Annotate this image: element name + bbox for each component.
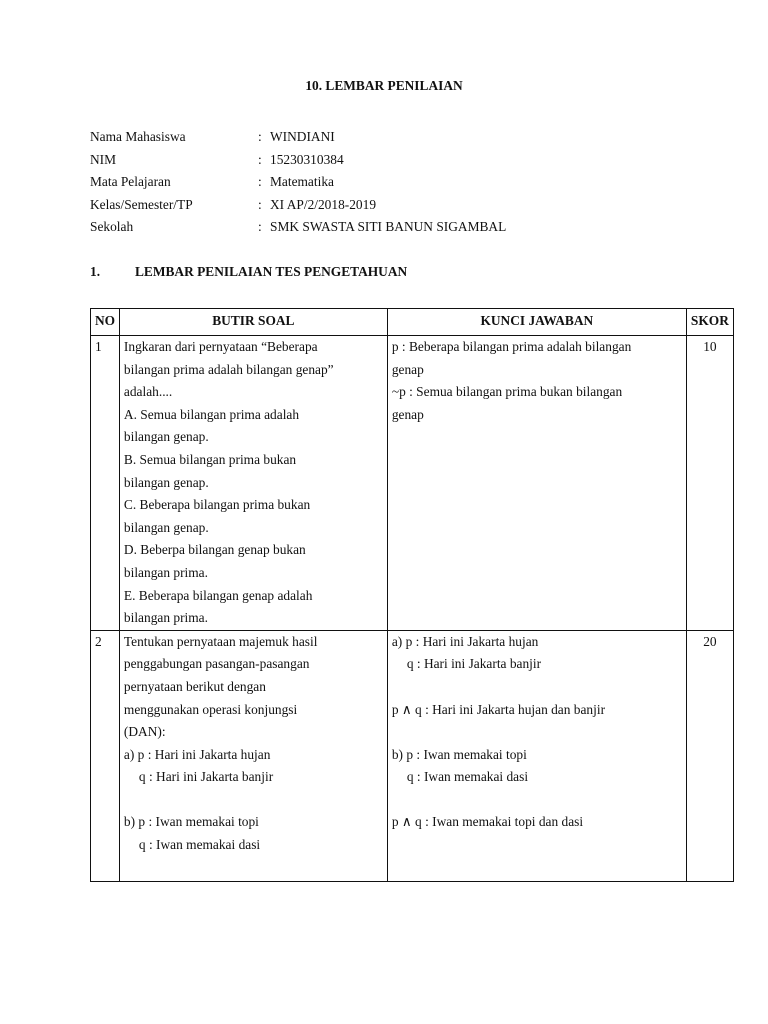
soal-line: C. Beberapa bilangan prima bukan [123, 497, 311, 513]
assessment-table [90, 308, 734, 882]
kunci-line [392, 721, 682, 744]
info-label: Nama Mahasiswa [90, 129, 186, 144]
soal-line [124, 789, 383, 812]
kunci-line: b) p : Iwan memakai topi [391, 746, 527, 762]
kunci-line: q : Iwan memakai dasi [406, 769, 529, 785]
soal-line: bilangan prima. [123, 564, 208, 580]
info-colon: : [258, 219, 262, 235]
soal-line: bilangan genap. [123, 474, 209, 490]
section-number: 1. [90, 264, 101, 279]
kunci-line: p ∧ q : Hari ini Jakarta hujan dan banjir [391, 701, 606, 717]
info-value: Matematika [270, 174, 334, 190]
info-row-name [90, 128, 506, 151]
info-row-subject [90, 173, 506, 196]
info-label: NIM [90, 151, 117, 167]
info-colon: : [258, 196, 262, 212]
header-no: NO [91, 309, 120, 336]
info-colon: : [258, 129, 262, 144]
soal-line: (DAN): [123, 724, 166, 740]
soal-line: Tentukan pernyataan majemuk hasil [123, 633, 318, 649]
soal-line: adalah.... [123, 384, 173, 400]
kunci-line [392, 676, 682, 699]
page-title: 10. LEMBAR PENILAIAN [305, 78, 463, 93]
cell-no: 2 [91, 630, 120, 881]
student-info [90, 128, 506, 241]
cell-soal [119, 630, 387, 881]
info-label: Kelas/Semester/TP [90, 196, 193, 212]
soal-line: penggabungan pasangan-pasangan [123, 656, 310, 672]
header-kunci: KUNCI JAWABAN [387, 309, 686, 336]
kunci-line: p : Beberapa bilangan prima adalah bilangan [391, 339, 632, 354]
soal-line: bilangan prima adalah bilangan genap” [123, 361, 334, 377]
info-colon: : [258, 151, 262, 167]
kunci-line: genap [391, 361, 424, 377]
cell-skor: 20 [686, 630, 733, 881]
info-value: WINDIANI [270, 129, 335, 144]
kunci-line: a) p : Hari ini Jakarta hujan [391, 633, 539, 649]
section-heading [90, 264, 407, 280]
info-row-school [90, 218, 506, 241]
info-row-nim [90, 151, 506, 174]
kunci-line: q : Hari ini Jakarta banjir [406, 656, 542, 672]
soal-line: pernyataan berikut dengan [123, 678, 266, 694]
info-row-class [90, 196, 506, 219]
soal-line: B. Semua bilangan prima bukan [123, 451, 297, 467]
table-header-row [91, 309, 734, 336]
kunci-line: p ∧ q : Iwan memakai topi dan dasi [391, 814, 584, 830]
soal-line: A. Semua bilangan prima adalah [123, 406, 300, 422]
cell-skor: 10 [686, 336, 733, 631]
cell-soal [119, 336, 387, 631]
header-soal: BUTIR SOAL [119, 309, 387, 336]
soal-line: b) p : Iwan memakai topi [123, 814, 259, 830]
soal-line: D. Beberpa bilangan genap bukan [123, 542, 306, 558]
kunci-line: ~p : Semua bilangan prima bukan bilangan [391, 384, 623, 400]
info-label: Sekolah [90, 219, 134, 235]
info-value: SMK SWASTA SITI BANUN SIGAMBAL [270, 219, 507, 235]
soal-line: bilangan prima. [123, 610, 208, 626]
table-row [91, 336, 734, 631]
section-title: LEMBAR PENILAIAN TES PENGETAHUAN [135, 264, 408, 279]
soal-line: E. Beberapa bilangan genap adalah [123, 587, 313, 603]
info-colon: : [258, 174, 262, 190]
cell-kunci [387, 630, 686, 881]
soal-line: a) p : Hari ini Jakarta hujan [123, 746, 271, 762]
soal-line: q : Hari ini Jakarta banjir [138, 769, 274, 785]
soal-line: bilangan genap. [123, 429, 209, 445]
header-skor: SKOR [686, 309, 733, 336]
info-value: 15230310384 [270, 151, 344, 167]
info-label: Mata Pelajaran [90, 174, 171, 190]
kunci-line: genap [391, 406, 424, 422]
cell-kunci [387, 336, 686, 631]
soal-line: bilangan genap. [123, 519, 209, 535]
soal-line: menggunakan operasi konjungsi [123, 701, 298, 717]
info-value: XI AP/2/2018-2019 [270, 196, 377, 212]
cell-no: 1 [91, 336, 120, 631]
soal-line: Ingkaran dari pernyataan “Beberapa [123, 339, 318, 354]
kunci-line [392, 789, 682, 812]
table-row [91, 630, 734, 881]
soal-line: q : Iwan memakai dasi [138, 837, 261, 853]
